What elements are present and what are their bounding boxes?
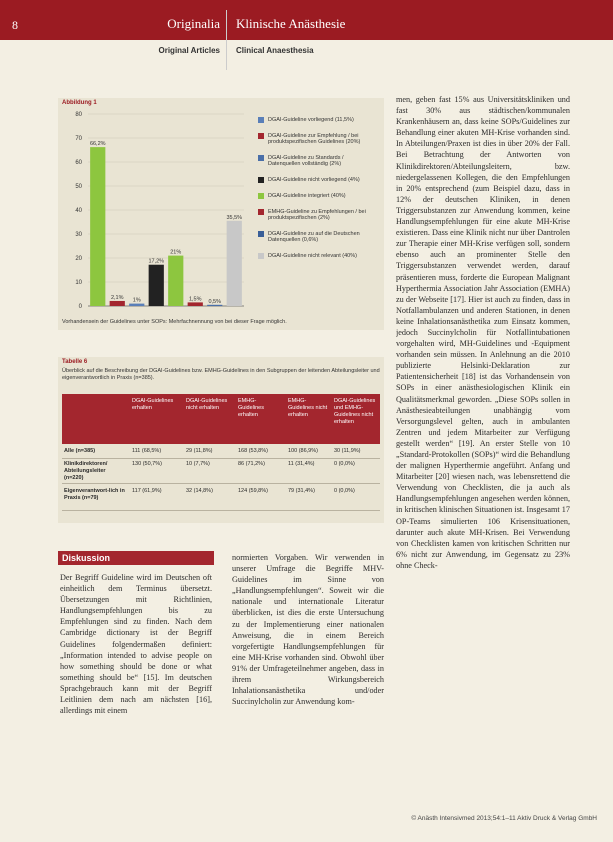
table-cell: 10 (7,7%) xyxy=(186,461,210,467)
y-tick-label: 50 xyxy=(75,184,82,190)
table-cell: 29 (11,8%) xyxy=(186,448,213,454)
y-tick-label: 60 xyxy=(75,160,82,166)
body-column-3: men, geben fast 15% aus Universitätskliniken und fast 30% aus städtischen/kommunalen Krankenhäusern an, dass keine SOPs/Guidelines zur Behandlung einer akuten MH-Krise vorhanden sind. In Abteilungen/Praxen ist dies in über 20% der Fall. Bei Betrachtung der Antworten von Klinikdirektoren/Abteilungsleitern, bzw. niedergelassenen Kollegen, die den Empfehlungen in 20% entsprechend (zum Beispiel dazu, dass in 12% der deutschen Kliniken, in denen Triggersubstanzen zur Anwendung kommen, keine Handlungsempfehlungen für eine akute MH-Krise existieren. Dass eine Klinik nicht nur über Dantrolen zur Therapie einer MH-Krise verfügen soll, sondern ebenso auch an prominenter Stelle den Triggersubstanzen verwendet werden, darauf präsentieren muss, forderte die European Malignant Hyperthermia Association Jahr Association (EMHA) zu der Webseite [17]. Hier ist auch zu finden, dass in Notfallambulanzen und anderen Stationen, in denen keine Inhalationsanästhetika zum Einsatz kommen, jedoch Succinylcholin für Notfallintubationen vorgehalten wird, MH-Guidelines und -Equipment vorhanden sein müssen. In Anlehnung an die 2010 publizierte Helsinki-Deklaration zur Patientensicherheit [18] ist das Vorhandensein von SOPs in einer anästhesiologischen Klinik ein Qualitätsmerkmal geworden. „Diese SOPs sollen in Anästhesieabteilungen unabhängig vom Versorgungslevel gelten, auch in ambulanten Zentren und jedem Mitarbeiter zur Verfügung gestellt werden“ [19]. An erster Stelle von 10 „Standard-Protokollen (SOPs)“ wird die Behandlung der malignen Hyperthermie angeführt. Anfang und Mitarbeiter [20] wiesen nach, was lebensrettend die Verwendung von Checklisten, die ja auch als Handlungsempfehlungen angesehen werden können, in kritischen klinischen Situationen ist. Insgesamt 17 OP-Teams simulierten 106 Krisensituationen, darunter auch akute MH-Krisen. Bei Verwendung von Checklisten kamen von kritischen Schritten nur 6% nicht zur Anwendung, im Gegensatz zu 23% ohne Check- xyxy=(396,95,570,570)
legend-swatch xyxy=(258,177,264,183)
section-label-en: Original Articles xyxy=(158,46,220,55)
bar xyxy=(168,256,183,306)
legend-label: DGAI-Guideline zu auf die Deutschen Datenquellen (0,6%) xyxy=(268,231,360,243)
bar-value-label: 66,2% xyxy=(89,141,106,148)
body-column-1: Der Begriff Guideline wird im Deutschen oft einheitlich dem Terminus übersetzt. Übersetzungen mit Richtlinien, Handlungsempfehlungen bis zu Empfehlungen sind zu finden. Nach dem Cambridge dictionary ist der Begriff Guidelines folgendermaßen definiert: „Information intended to advise people on how something should be done or what something should be“ [15]. Im deutschen Sprachgebrauch kann mit der Begriff Leitlinien dem nach am nächsten [16], allerdings mit einem xyxy=(60,573,212,716)
table-cell: 100 (86,9%) xyxy=(288,448,318,454)
bar-value-label: 1% xyxy=(132,297,141,304)
bar xyxy=(110,301,125,306)
table-col-header: DGAI-Guidelines erhalten xyxy=(132,398,174,411)
bar-chart xyxy=(58,108,248,316)
legend-entry xyxy=(258,209,376,221)
y-tick-label: 40 xyxy=(75,208,82,214)
bar xyxy=(90,147,105,306)
table-cell: 11 (31,4%) xyxy=(288,461,315,467)
table-title: Tabelle 6 xyxy=(62,359,88,365)
table-cell: 111 (68,5%) xyxy=(132,448,162,454)
table-cell: 79 (31,4%) xyxy=(288,488,315,494)
table-cell: 0 (0,0%) xyxy=(334,461,355,467)
chart-grid xyxy=(88,114,244,306)
legend-swatch xyxy=(258,193,264,199)
page-footer: © Anästh Intensivmed 2013;54:1–11 Aktiv Druck & Verlag GmbH xyxy=(411,815,597,822)
table-row-label: Alle (n=385) xyxy=(64,448,96,454)
figure-label: Abbildung 1 xyxy=(62,100,97,106)
table-cell: 124 (59,8%) xyxy=(238,488,268,494)
bar-value-label: 2,1% xyxy=(110,294,124,301)
table-cell: 86 (71,2%) xyxy=(238,461,265,467)
body-column-2: normierten Vorgaben. Wir verwenden in unserer Umfrage die Begriffe MHV-Guidelines im Sinne von „Handlungsempfehlungen“. Soweit wir die nationale und internationale Literatur überblicken, ist dies die erste Untersuchung zu der Implementierung einer nationalen Anweisung, die in einem Bereich vorgefertigte Handlungsempfehlungen für eine MH-Krise vorhanden sind. Obwohl über 91% der Umfrageteilnehmer angeben, dass in ihrem Wirkungsbereich Inhalationsanästhetika und/oder Succinylcholin zur Anwendung kom- xyxy=(232,553,384,707)
legend-swatch xyxy=(258,155,264,161)
legend-entry xyxy=(258,253,376,259)
y-tick-label: 0 xyxy=(78,304,82,310)
y-tick-label: 30 xyxy=(75,232,82,238)
table-row xyxy=(62,459,380,484)
legend-label: DGAI-Guideline nicht vorliegend (4%) xyxy=(268,177,360,183)
legend-entry xyxy=(258,193,376,199)
bar xyxy=(207,305,222,306)
page-number: 8 xyxy=(12,18,18,32)
legend-label: DGAI-Guideline zu Standards / Datenquellen vollständig (2%) xyxy=(268,155,344,167)
table-col-header: DGAI-Guidelines und EMHG-Guidelines nicht erhalten xyxy=(334,398,376,425)
legend-entry xyxy=(258,177,376,183)
bar-value-label: 17,2% xyxy=(148,258,165,265)
chart-value-labels xyxy=(90,141,242,305)
bar-value-label: 35,5% xyxy=(226,214,243,221)
figure-caption: Vorhandensein der Guidelines unter SOPs: Mehrfachnennung von bei dieser Frage möglich. xyxy=(62,319,287,325)
y-tick-label: 10 xyxy=(75,280,82,286)
table-row xyxy=(62,486,380,511)
bar xyxy=(129,304,144,306)
table-cell: 32 (14,8%) xyxy=(186,488,213,494)
table-description: Überblick auf die Beschreibung der DGAI-Guidelines bzw. EMHG-Guidelines in den Subgruppen der leitenden Abteilungsleiter und eigenverantwortlich in Praxis (n=385). xyxy=(62,368,380,381)
section-title: Klinische Anästhesie xyxy=(236,16,346,31)
legend-swatch xyxy=(258,133,264,139)
legend-entry xyxy=(258,231,376,243)
table-cell: 130 (50,7%) xyxy=(132,461,162,467)
bar-value-label: 0,5% xyxy=(208,298,222,305)
legend-swatch xyxy=(258,253,264,259)
section-heading: Diskussion xyxy=(62,553,111,563)
legend-label: DGAI-Guideline nicht relevant (40%) xyxy=(268,253,357,259)
chart-y-ticks xyxy=(75,112,82,310)
table-header xyxy=(62,394,380,444)
legend-entry xyxy=(258,117,376,123)
table-col-header: DGAI-Guidelines nicht erhalten xyxy=(186,398,228,411)
y-tick-label: 70 xyxy=(75,136,82,142)
chart-legend xyxy=(258,117,376,269)
legend-entry xyxy=(258,133,376,145)
table-cell: 168 (53,8%) xyxy=(238,448,268,454)
y-tick-label: 80 xyxy=(75,112,82,118)
bar-value-label: 1,5% xyxy=(188,296,202,303)
table-cell: 30 (11,9%) xyxy=(334,448,361,454)
section-title-en: Clinical Anaesthesia xyxy=(236,46,314,55)
bar xyxy=(149,265,164,306)
table-row xyxy=(62,446,380,459)
legend-label: DGAI-Guideline vorliegend (11,5%) xyxy=(268,117,354,123)
y-tick-label: 20 xyxy=(75,256,82,262)
legend-entry xyxy=(258,155,376,167)
table-col-header: EMHG-Guidelines nicht erhalten xyxy=(288,398,328,418)
legend-swatch xyxy=(258,117,264,123)
table-row-label: Eigenverantwort-lich in Praxis (n=79) xyxy=(64,488,125,501)
legend-swatch xyxy=(258,209,264,215)
bar xyxy=(227,221,242,306)
header-divider xyxy=(226,10,227,70)
legend-swatch xyxy=(258,231,264,237)
legend-label: EMHG-Guideline zu Empfehlungen / bei produktspezifischen (2%) xyxy=(268,209,366,221)
table-cell: 0 (0,0%) xyxy=(334,488,355,494)
table-col-header: EMHG-Guidelines erhalten xyxy=(238,398,264,418)
table-row-label: Klinikdirektoren/ Abteilungsleiter (n=220) xyxy=(64,461,108,481)
legend-label: DGAI-Guideline integriert (40%) xyxy=(268,193,346,199)
table-cell: 117 (61,9%) xyxy=(132,488,162,494)
legend-label: DGAI-Guideline zur Empfehlung / bei produktspezifischen Guidelines (20%) xyxy=(268,133,361,145)
bar-value-label: 21% xyxy=(170,249,182,256)
section-label: Originalia xyxy=(167,16,220,31)
bar xyxy=(188,302,203,306)
